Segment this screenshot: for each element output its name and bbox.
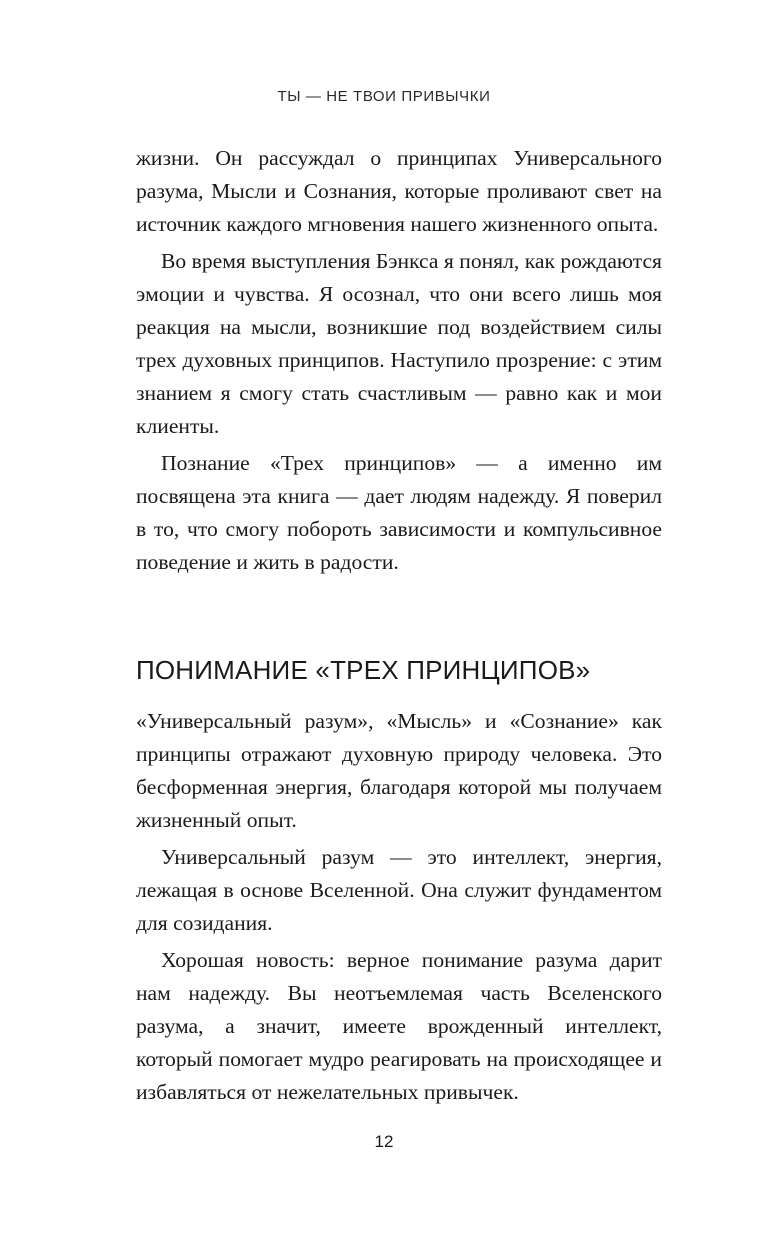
body-text-before-heading — [136, 142, 662, 579]
paragraph: Во время выступления Бэнкса я понял, как рождаются эмоции и чувства. Я осознал, что они всего лишь моя реакция на мысли, возникшие под воздействием силы трех духовных принципов. Наступило прозрение: с этим знанием я смогу стать счастливым — равно как и мои клиенты. — [136, 249, 662, 438]
paragraph-continuation: жизни. Он рассуждал о принципах Универсального разума, Мысли и Сознания, которые проливают свет на источник каждого мгновения нашего жизненного опыта. — [136, 146, 662, 236]
paragraph: Универсальный разум — это интеллект, энергия, лежащая в основе Вселенной. Она служит фундаментом для созидания. — [136, 845, 662, 935]
paragraph-first: «Универсальный разум», «Мысль» и «Сознание» как принципы отражают духовную природу человека. Это бесформенная энергия, благодаря которой мы получаем жизненный опыт. — [136, 709, 662, 832]
paragraph: Познание «Трех принципов» — а именно им посвящена эта книга — дает людям надежду. Я поверил в то, что смогу побороть зависимости и компульсивное поведение и жить в радости. — [136, 451, 662, 574]
body-text-after-heading — [136, 705, 662, 1109]
section-heading: ПОНИМАНИЕ «ТРЕХ ПРИНЦИПОВ» — [136, 655, 591, 685]
paragraph: Хорошая новость: верное понимание разума дарит нам надежду. Вы неотъемлемая часть Вселенского разума, а значит, имеете врожденный интеллект, который помогает мудро реагировать на происходящее и избавляться от нежелательных привычек. — [136, 948, 662, 1104]
page-number: 12 — [374, 1132, 394, 1151]
running-header: ТЫ — НЕ ТВОИ ПРИВЫЧКИ — [277, 88, 491, 105]
